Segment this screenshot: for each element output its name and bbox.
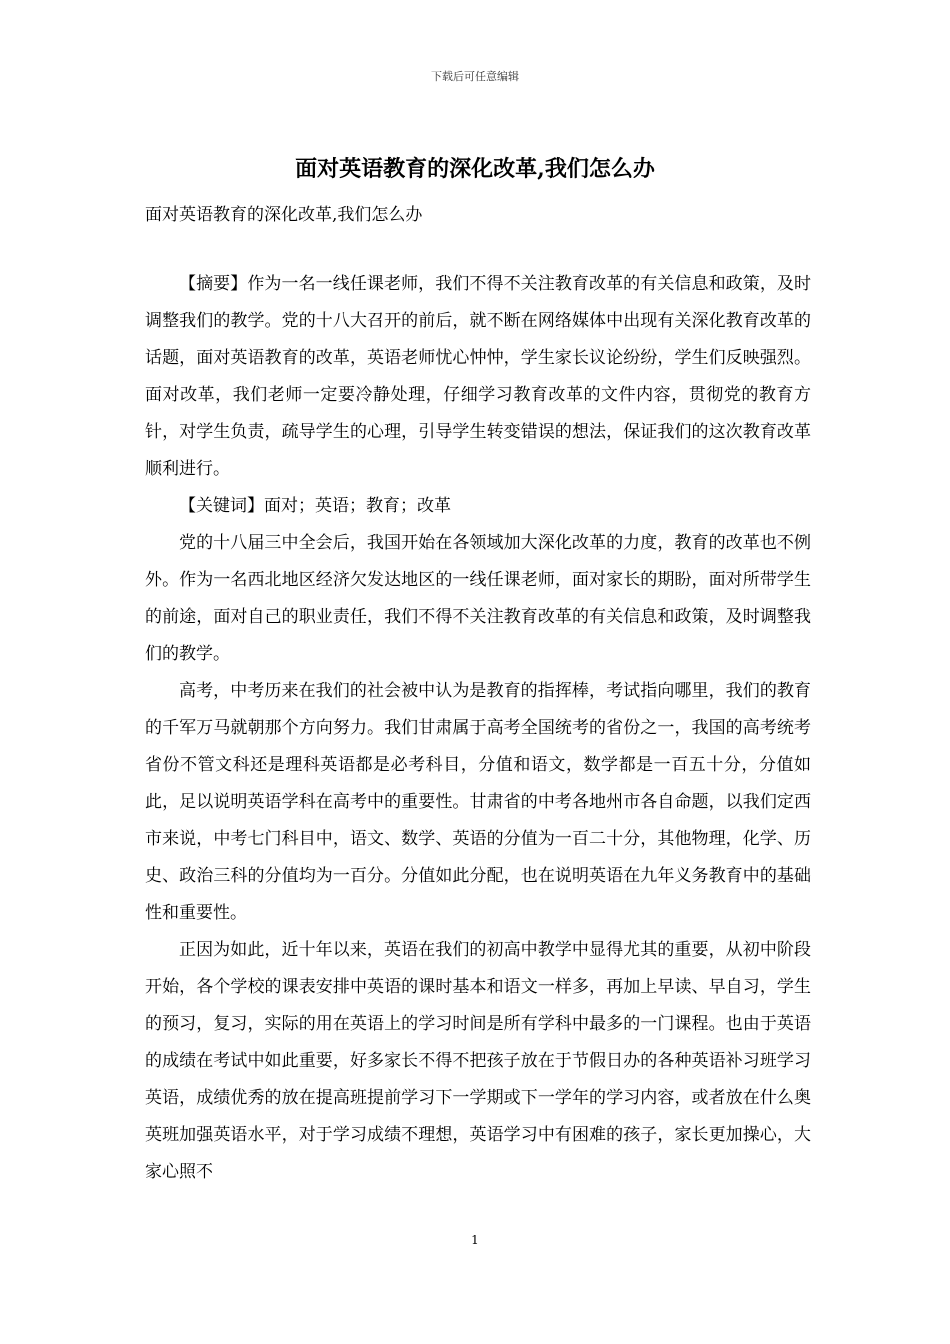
page-number: 1: [471, 1233, 479, 1247]
keywords-paragraph: 【关键词】面对；英语；教育；改革: [179, 496, 451, 516]
body-paragraph: 党的十八届三中全会后，我国开始在各领域加大深化改革的力度，教育的改革也不例外。作为一名西北地区经济欠发达地区的一线任课老师，面对家长的期盼，面对所带学生的前途，面对自己的职业责任，我们不得不关注教育改革的有关信息和政策，及时调整我们的教学。: [145, 533, 811, 664]
document-body: [145, 266, 811, 1191]
body-paragraph: 高考，中考历来在我们的社会被中认为是教育的指挥棒，考试指向哪里，我们的教育的千军万马就朝那个方向努力。我们甘肃属于高考全国统考的省份之一，我国的高考统考省份不管文科还是理科英语都是必考科目，分值和语文，数学都是一百五十分，分值如此，足以说明英语学科在高考中的重要性。甘肃省的中考各地州市各自命题，以我们定西市来说，中考七门科目中，语文、数学、英语的分值为一百二十分，其他物理，化学、历史、政治三科的分值均为一百分。分值如此分配，也在说明英语在九年义务教育中的基础性和重要性。: [145, 681, 811, 923]
document-title: 面对英语教育的深化改革,我们怎么办: [295, 156, 655, 182]
body-paragraph: 正因为如此，近十年以来，英语在我们的初高中教学中显得尤其的重要，从初中阶段开始，各个学校的课表安排中英语的课时基本和语文一样多，再加上早读、早自习，学生的预习，复习，实际的用在英语上的学习时间是所有学科中最多的一门课程。也由于英语的成绩在考试中如此重要，好多家长不得不把孩子放在于节假日办的各种英语补习班学习英语，成绩优秀的放在提高班提前学习下一学期或下一学年的学习内容，或者放在什么奥英班加强英语水平，对于学习成绩不理想，英语学习中有困难的孩子，家长更加操心，大家心照不: [145, 940, 811, 1182]
document-subtitle: 面对英语教育的深化改革,我们怎么办: [145, 205, 423, 225]
header-note: 下载后可任意编辑: [431, 70, 519, 83]
abstract-paragraph: 【摘要】作为一名一线任课老师，我们不得不关注教育改革的有关信息和政策，及时调整我们的教学。党的十八大召开的前后，就不断在网络媒体中出现有关深化教育改革的话题，面对英语教育的改革，英语老师忧心忡忡，学生家长议论纷纷，学生们反映强烈。面对改革，我们老师一定要冷静处理，仔细学习教育改革的文件内容，贯彻党的教育方针，对学生负责，疏导学生的心理，引导学生转变错误的想法，保证我们的这次教育改革顺利进行。: [145, 274, 811, 479]
